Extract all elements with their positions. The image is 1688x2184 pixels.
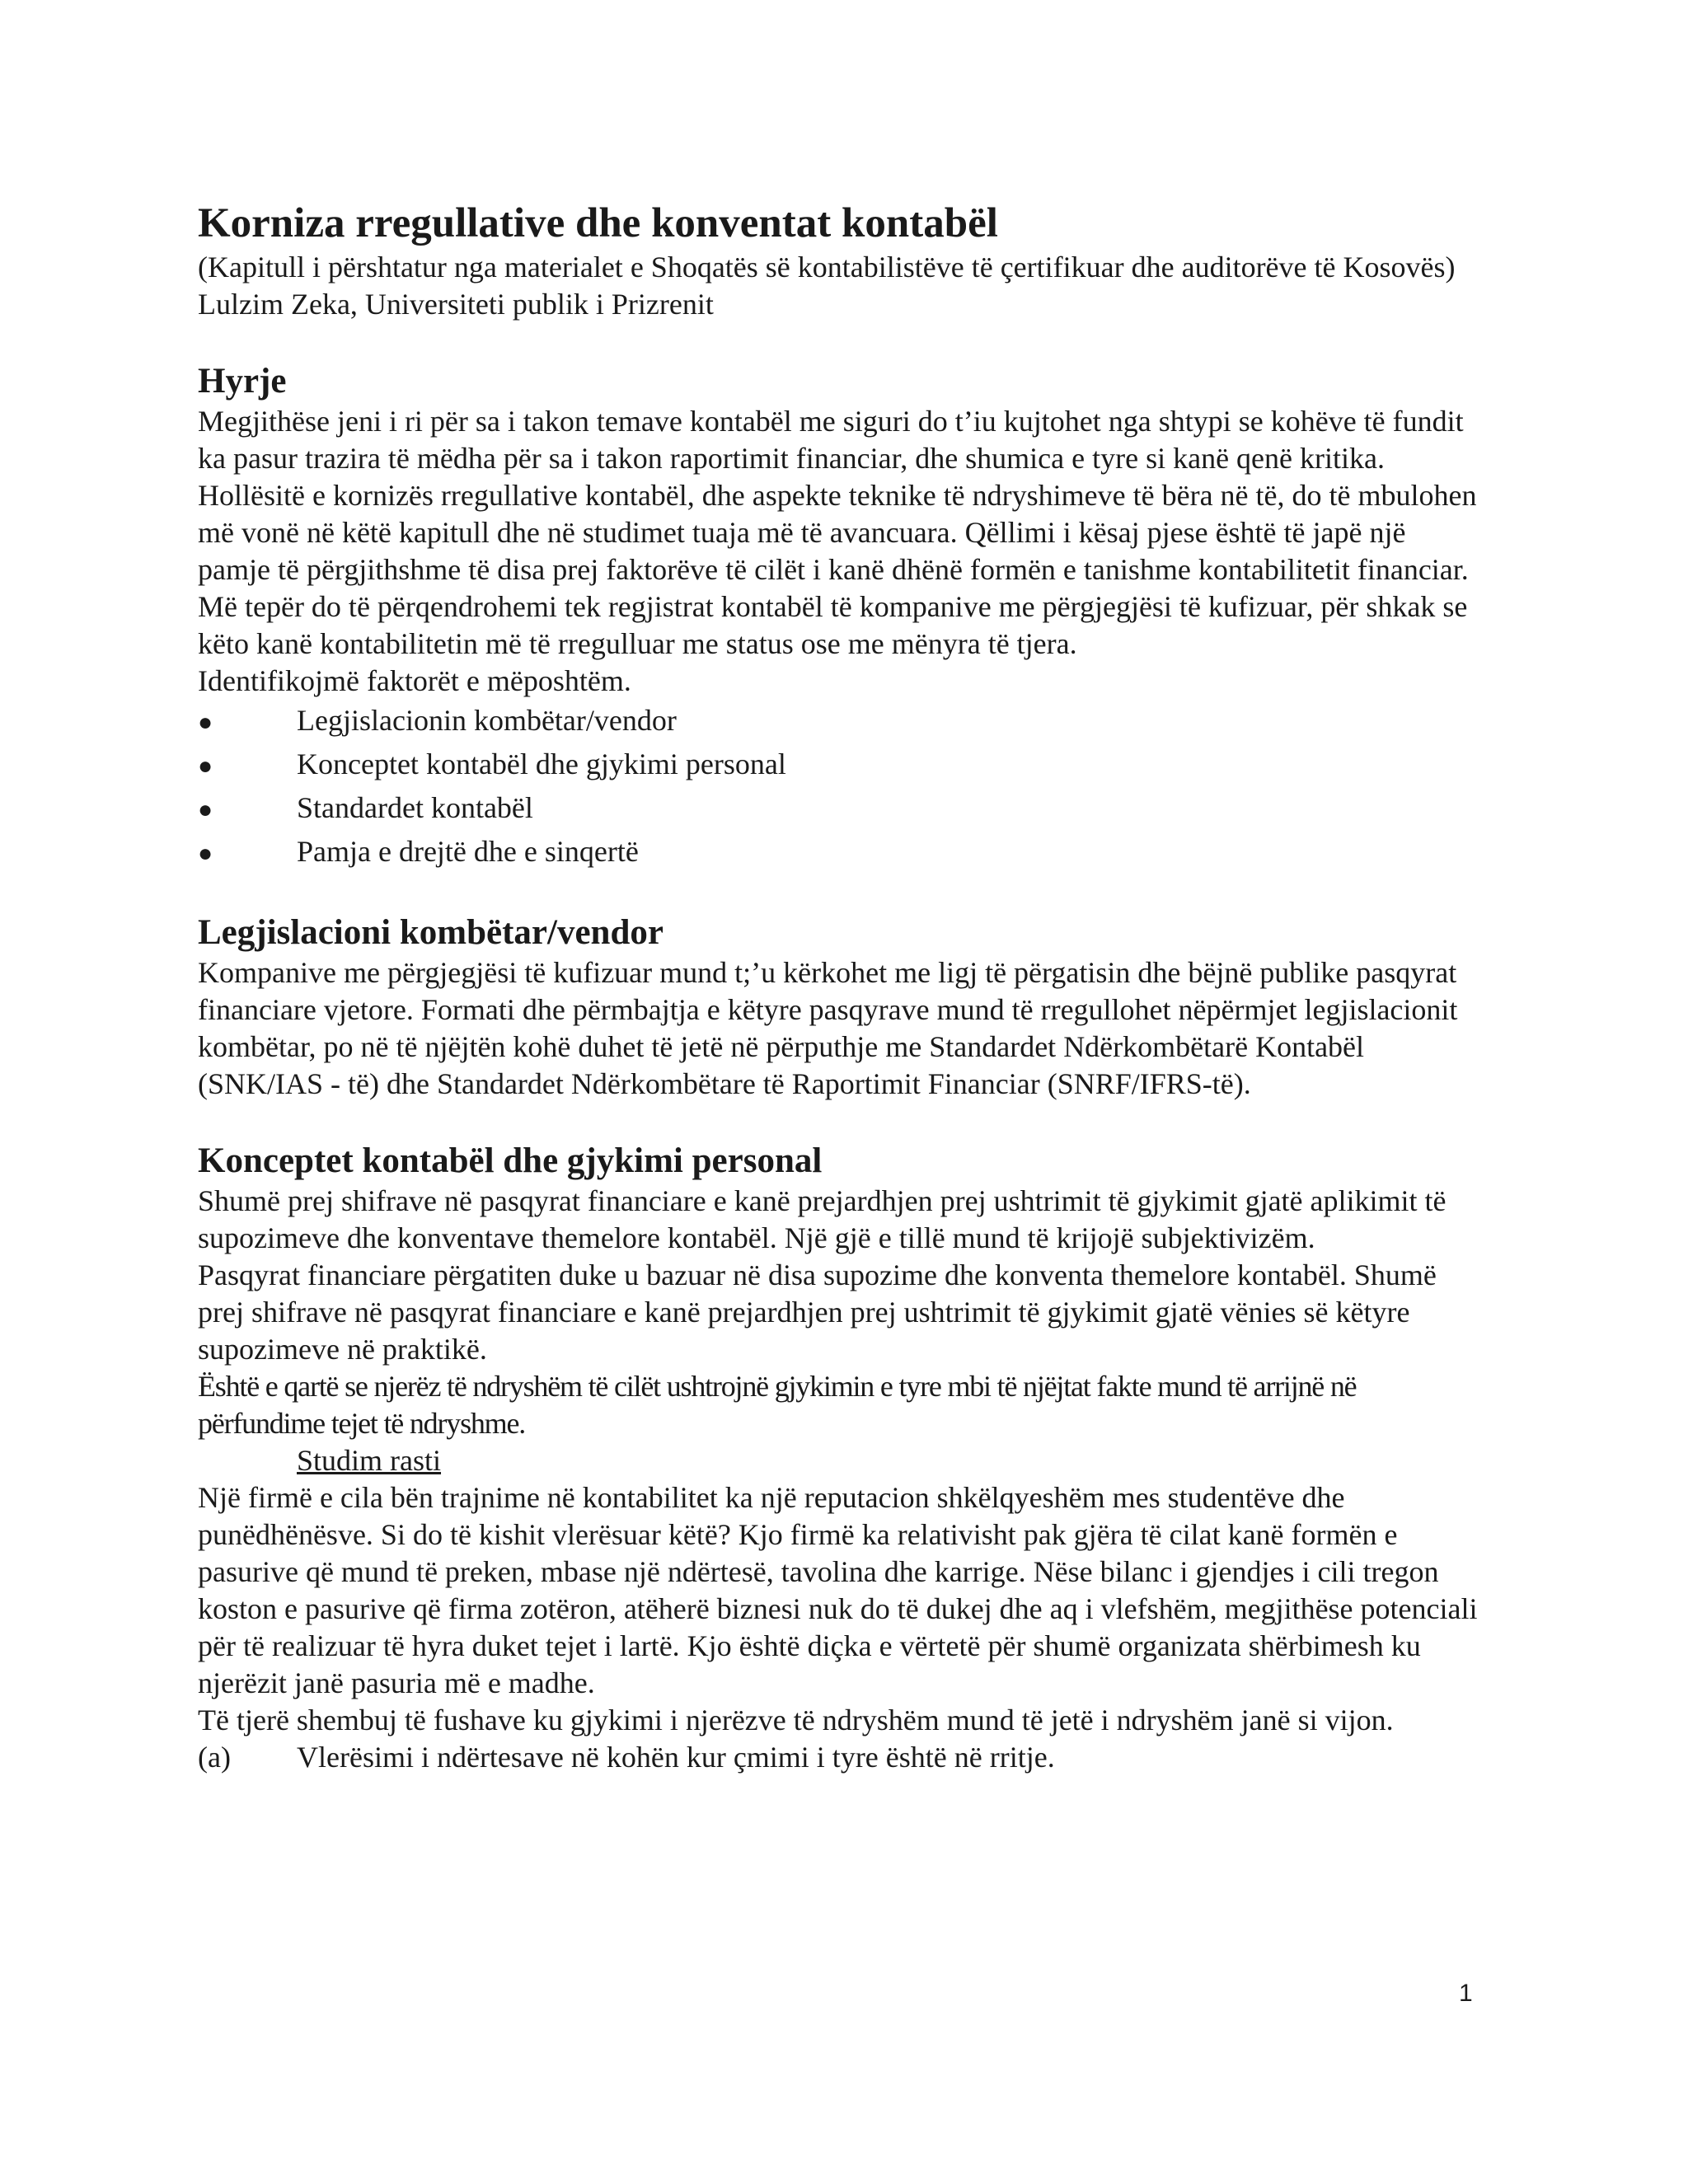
enum-item [198, 1739, 1484, 1776]
hyrje-paragraph: Megjithëse jeni i ri për sa i takon temave kontabël me siguri do t’iu kujtohet nga shtypi se kohëve të fundit ka pasur trazira të mëdha për sa i takon raportimit financiar, dhe shumica e tyre si kanë qenë kritika. Hollësitë e kornizës rregullative kontabël, dhe aspekte teknike të ndryshimeve të bëra në të, do të mbulohen më vonë në këtë kapitull dhe në studimet tuaja më të avancuara. Qëllimi i kësaj pjese është të japë një pamje të përgjithshme të disa prej faktorëve të cilët i kanë dhënë formën e tanishme kontabilitetit financiar. Më tepër do të përqendrohemi tek regjistrat kontabël të kompanive me përgjegjësi të kufizuar, për shkak se këto kanë kontabilitetin më të rregulluar me status ose me mënyra të tjera. [198, 405, 1477, 660]
document-title: Korniza rregullative dhe konventat kontabël [198, 200, 998, 246]
enum-text: Vlerësimi i ndërtesave në kohën kur çmimi i tyre është në rritje. [297, 1741, 1055, 1774]
document-subtitle: (Kapitull i përshtatur nga materialet e Shoqatës së kontabilistëve të çertifikuar dhe auditorëve të Kosovës) [198, 251, 1456, 284]
konceptet-paragraph-1: Shumë prej shifrave në pasqyrat financiare e kanë prejardhjen prej ushtrimit të gjykimit gjatë aplikimit të supozimeve dhe konventave themelore kontabël. Një gjë e tillë mund të krijojë subjektivizëm. [198, 1184, 1447, 1254]
bullet-icon: ● [198, 840, 213, 867]
list-item [198, 700, 1484, 743]
factors-list [198, 700, 1484, 874]
bullet-icon: ● [198, 709, 213, 736]
list-item [198, 743, 1484, 787]
konceptet-paragraph-3: Është e qartë se njerëz të ndryshëm të cilët ushtrojnë gjykimin e tyre mbi të njëjtat fakte mund të arrijnë në përfundime tejet të ndryshme. [198, 1370, 1357, 1440]
list-item [198, 831, 1484, 874]
document-author: Lulzim Zeka, Universiteti publik i Prizrenit [198, 288, 714, 321]
bullet-icon: ● [198, 796, 213, 823]
legjislacioni-paragraph: Kompanive me përgjegjësi të kufizuar mund t;’u kërkohet me ligj të përgatisin dhe bëjnë publike pasqyrat financiare vjetore. Formati dhe përmbajtja e këtyre pasqyrave mund të rregullohet nëpërmjet legjislacionit kombëtar, po në të njëjtën kohë duhet të jetë në përputhje me Standardet Ndërkombëtarë Kontabël (SNK/IAS - të) dhe Standardet Ndërkombëtare të Raportimit Financiar (SNRF/IFRS-të). [198, 956, 1458, 1100]
section-heading-hyrje: Hyrje [198, 362, 287, 401]
list-item-text: Legjislacionin kombëtar/vendor [297, 704, 677, 737]
list-item-text: Konceptet kontabël dhe gjykimi personal [297, 748, 786, 780]
konceptet-paragraph-5: Të tjerë shembuj të fushave ku gjykimi i njerëzve të ndryshëm mund të jetë i ndryshëm janë si vijon. [198, 1704, 1394, 1736]
list-item [198, 787, 1484, 831]
hyrje-list-intro: Identifikojmë faktorët e mëposhtëm. [198, 664, 631, 697]
bullet-icon: ● [198, 752, 213, 780]
case-study-paragraph: Një firmë e cila bën trajnime në kontabilitet ka një reputacion shkëlqyeshëm mes studentëve dhe punëdhënësve. Si do të kishit vlerësuar këtë? Kjo firmë ka relativisht pak gjëra të cilat kanë formën e pasurive që mund të preken, mbase një ndërtesë, tavolina dhe karrige. Nëse bilanc i gjendjes i cili tregon koston e pasurive që firma zotëron, atëherë biznesi nuk do të dukej dhe aq i vlefshëm, megjithëse potenciali për të realizuar të hyra duket tejet i lartë. Kjo është diçka e vërtetë për shumë organizata shërbimesh ku njerëzit janë pasuria më e madhe. [198, 1481, 1478, 1699]
case-study-label: Studim rasti [297, 1444, 442, 1477]
list-item-text: Pamja e drejtë dhe e sinqertë [297, 835, 639, 868]
section-heading-legjislacioni: Legjislacioni kombëtar/vendor [198, 913, 663, 952]
konceptet-paragraph-2: Pasqyrat financiare përgatiten duke u bazuar në disa supozime dhe konventa themelore kontabël. Shumë prej shifrave në pasqyrat financiare e kanë prejardhjen prej ushtrimit të gjykimit gjatë vënies së këtyre supozimeve në praktikë. [198, 1258, 1437, 1366]
section-heading-konceptet: Konceptet kontabël dhe gjykimi personal [198, 1141, 823, 1180]
document-page [198, 198, 1484, 1776]
enum-label: (a) [198, 1741, 231, 1774]
page-number: 1 [1459, 1980, 1473, 2007]
list-item-text: Standardet kontabël [297, 791, 533, 824]
